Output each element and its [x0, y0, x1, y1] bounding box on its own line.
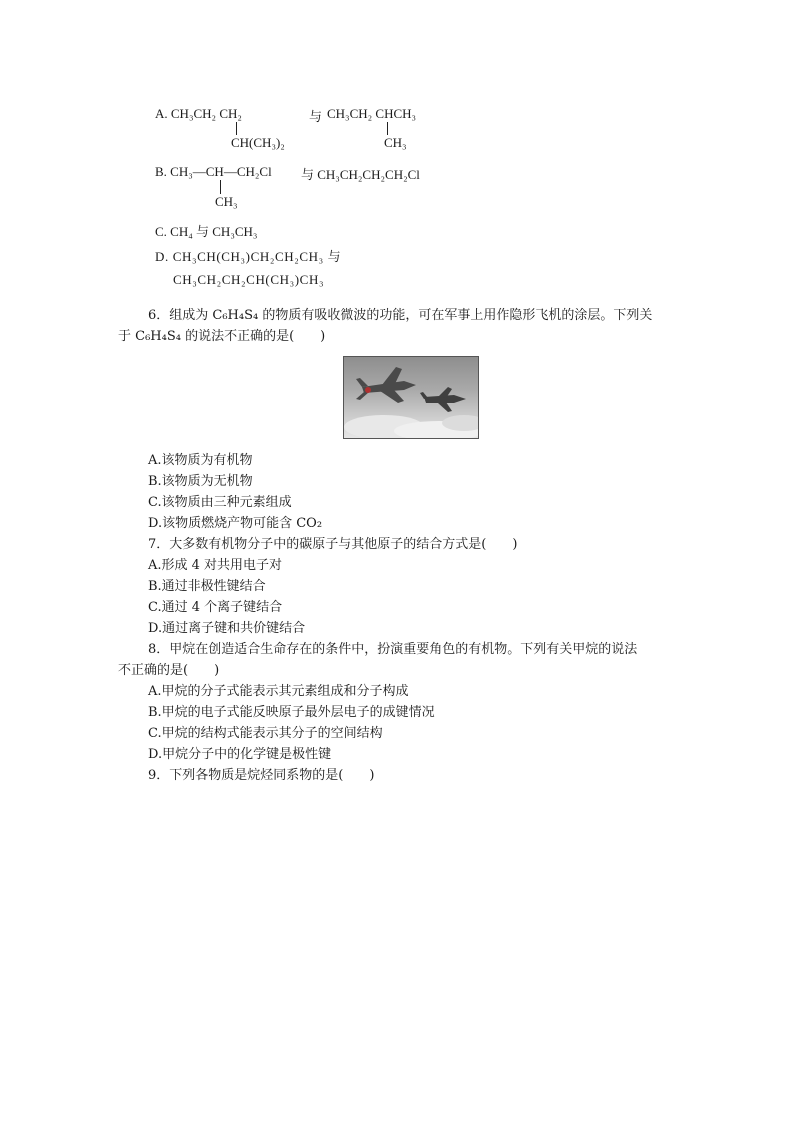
q7-option-b: B.通过非极性键结合 [148, 579, 266, 594]
q5-a-right-branch: CH₃ [384, 135, 407, 150]
q5-a-yu: 与 [309, 109, 323, 124]
q5-b-left-main: B. CH₃—CH—CH₂Cl [155, 164, 272, 179]
q8-stem-line1: 8．甲烷在创造适合生命存在的条件中，扮演重要角色的有机物。下列有关甲烷的说法 [148, 642, 638, 657]
q6-option-c: C.该物质由三种元素组成 [148, 495, 292, 510]
q5-b-bond [220, 180, 221, 194]
q6-option-d: D.该物质燃烧产物可能含 CO₂ [148, 516, 323, 531]
q7-option-d: D.通过离子键和共价键结合 [148, 621, 306, 636]
q8-option-b: B.甲烷的电子式能反映原子最外层电子的成键情况 [148, 705, 435, 720]
q5-a-left-branch: CH(CH₃)₂ [231, 135, 285, 150]
q7-stem: 7．大多数有机物分子中的碳原子与其他原子的结合方式是( ) [148, 537, 518, 552]
q5-option-c: C. CH₄ 与 CH₃CH₃ [155, 224, 258, 239]
q6-stem-line1: 6．组成为 C₆H₄S₄ 的物质有吸收微波的功能，可在军事上用作隐形飞机的涂层。下列关 [148, 308, 653, 323]
q5-a-right-main: CH₃CH₂ CHCH₃ [327, 106, 417, 121]
q6-stem-line2: 于 C₆H₄S₄ 的说法不正确的是( ) [118, 329, 326, 344]
q5-b-rest: 与 CH₃CH₂CH₂CH₂Cl [301, 167, 420, 182]
q5-a-right-bond [387, 122, 388, 135]
q9-stem: 9．下列各物质是烷烃同系物的是( ) [148, 768, 375, 783]
stealth-jets-photo [343, 356, 479, 439]
q7-option-c: C.通过 4 个离子键结合 [148, 600, 283, 615]
jets-illustration-icon [344, 357, 478, 438]
q5-b-left-branch: CH₃ [215, 194, 238, 209]
q5-option-d-line1: D. CH₃CH(CH₃)CH₂CH₂CH₃ 与 [155, 249, 342, 264]
q5-a-left-bond [236, 122, 237, 135]
q5-a-left-main: A. CH₃CH₂ CH₂ [155, 106, 242, 121]
q8-option-c: C.甲烷的结构式能表示其分子的空间结构 [148, 726, 383, 741]
q6-option-b: B.该物质为无机物 [148, 474, 253, 489]
q7-option-a: A.形成 4 对共用电子对 [148, 558, 283, 573]
q8-option-d: D.甲烷分子中的化学键是极性键 [148, 747, 332, 762]
q8-option-a: A.甲烷的分子式能表示其元素组成和分子构成 [148, 684, 409, 699]
q8-stem-line2: 不正确的是( ) [118, 663, 220, 678]
q5-option-d-line2: CH₃CH₂CH₂CH(CH₃)CH₃ [173, 272, 325, 287]
q6-option-a: A.该物质为有机物 [148, 453, 253, 468]
